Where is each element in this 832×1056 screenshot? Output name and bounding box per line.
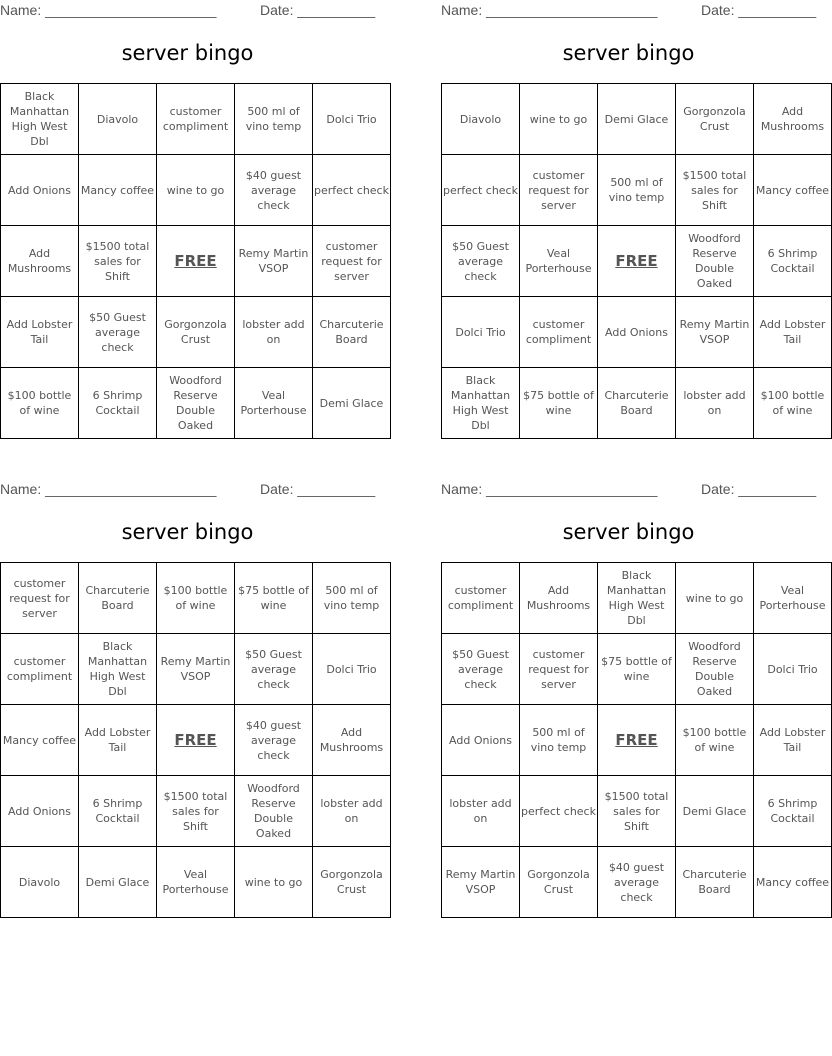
bingo-cell: Woodford Reserve Double Oaked bbox=[157, 368, 235, 439]
bingo-cell: lobster add on bbox=[313, 776, 391, 847]
bingo-cell: Charcuterie Board bbox=[79, 563, 157, 634]
bingo-cell: customer request for server bbox=[1, 563, 79, 634]
bingo-cell: $1500 total sales for Shift bbox=[157, 776, 235, 847]
bingo-row bbox=[442, 847, 832, 918]
name-field-label: Name: ______________________ bbox=[0, 481, 217, 497]
free-space-cell: FREE bbox=[157, 705, 235, 776]
bingo-cell: $75 bottle of wine bbox=[598, 634, 676, 705]
bingo-row bbox=[1, 847, 391, 918]
bingo-row bbox=[1, 84, 391, 155]
bingo-card-1 bbox=[0, 0, 389, 440]
bingo-cell: customer request for server bbox=[313, 226, 391, 297]
bingo-row bbox=[442, 705, 832, 776]
bingo-cell: 6 Shrimp Cocktail bbox=[79, 368, 157, 439]
bingo-row bbox=[1, 155, 391, 226]
bingo-cell: perfect check bbox=[442, 155, 520, 226]
bingo-cell: wine to go bbox=[157, 155, 235, 226]
bingo-grid bbox=[0, 562, 391, 918]
bingo-cell: Dolci Trio bbox=[442, 297, 520, 368]
bingo-cell: Black Manhattan High West Dbl bbox=[1, 84, 79, 155]
free-space-cell: FREE bbox=[157, 226, 235, 297]
bingo-cell: Add Onions bbox=[598, 297, 676, 368]
bingo-grid bbox=[441, 562, 832, 918]
name-field-label: Name: ______________________ bbox=[441, 481, 658, 497]
free-space-cell: FREE bbox=[598, 705, 676, 776]
bingo-cell: perfect check bbox=[313, 155, 391, 226]
bingo-cell: Add Lobster Tail bbox=[79, 705, 157, 776]
bingo-cell: Add Mushrooms bbox=[313, 705, 391, 776]
bingo-cell: $1500 total sales for Shift bbox=[598, 776, 676, 847]
bingo-cell: Add Onions bbox=[442, 705, 520, 776]
bingo-row bbox=[1, 226, 391, 297]
bingo-cell: lobster add on bbox=[442, 776, 520, 847]
bingo-cell: Woodford Reserve Double Oaked bbox=[676, 634, 754, 705]
bingo-cell: Gorgonzola Crust bbox=[313, 847, 391, 918]
bingo-cell: Woodford Reserve Double Oaked bbox=[676, 226, 754, 297]
bingo-cell: $1500 total sales for Shift bbox=[79, 226, 157, 297]
bingo-cell: perfect check bbox=[520, 776, 598, 847]
bingo-cell: Black Manhattan High West Dbl bbox=[598, 563, 676, 634]
bingo-cell: Add Lobster Tail bbox=[754, 297, 832, 368]
bingo-cell: Veal Porterhouse bbox=[754, 563, 832, 634]
bingo-row bbox=[442, 634, 832, 705]
bingo-cell: Veal Porterhouse bbox=[157, 847, 235, 918]
bingo-cell: Diavolo bbox=[442, 84, 520, 155]
bingo-cell: $40 guest average check bbox=[235, 155, 313, 226]
bingo-row bbox=[442, 776, 832, 847]
date-field-label: Date: __________ bbox=[701, 481, 817, 497]
bingo-cell: Remy Martin VSOP bbox=[235, 226, 313, 297]
bingo-cell: Remy Martin VSOP bbox=[442, 847, 520, 918]
date-field-label: Date: __________ bbox=[260, 2, 376, 18]
name-field-label: Name: ______________________ bbox=[0, 2, 217, 18]
bingo-cell: Diavolo bbox=[1, 847, 79, 918]
bingo-cell: Charcuterie Board bbox=[313, 297, 391, 368]
bingo-row bbox=[1, 705, 391, 776]
bingo-cell: Gorgonzola Crust bbox=[520, 847, 598, 918]
bingo-cell: Diavolo bbox=[79, 84, 157, 155]
card-title: server bingo bbox=[121, 520, 254, 544]
bingo-cell: wine to go bbox=[520, 84, 598, 155]
bingo-cell: Gorgonzola Crust bbox=[676, 84, 754, 155]
bingo-cell: $100 bottle of wine bbox=[157, 563, 235, 634]
name-field-label: Name: ______________________ bbox=[441, 2, 658, 18]
bingo-cell: customer compliment bbox=[520, 297, 598, 368]
bingo-cell: Add Onions bbox=[1, 155, 79, 226]
bingo-row bbox=[1, 634, 391, 705]
bingo-cell: Mancy coffee bbox=[1, 705, 79, 776]
bingo-grid bbox=[0, 83, 391, 439]
bingo-cell: lobster add on bbox=[235, 297, 313, 368]
bingo-cell: 6 Shrimp Cocktail bbox=[754, 226, 832, 297]
bingo-cell: $100 bottle of wine bbox=[754, 368, 832, 439]
bingo-cell: 500 ml of vino temp bbox=[313, 563, 391, 634]
bingo-row bbox=[442, 368, 832, 439]
bingo-cell: Mancy coffee bbox=[754, 155, 832, 226]
date-field-label: Date: __________ bbox=[701, 2, 817, 18]
bingo-cell: Add Mushrooms bbox=[1, 226, 79, 297]
bingo-cell: customer compliment bbox=[1, 634, 79, 705]
bingo-row bbox=[442, 155, 832, 226]
bingo-cell: Add Mushrooms bbox=[754, 84, 832, 155]
bingo-cell: Mancy coffee bbox=[79, 155, 157, 226]
bingo-cell: Dolci Trio bbox=[754, 634, 832, 705]
bingo-cell: Remy Martin VSOP bbox=[157, 634, 235, 705]
bingo-cell: Charcuterie Board bbox=[676, 847, 754, 918]
bingo-cell: Mancy coffee bbox=[754, 847, 832, 918]
bingo-row bbox=[1, 563, 391, 634]
bingo-cell: $50 Guest average check bbox=[442, 226, 520, 297]
bingo-cell: customer request for server bbox=[520, 634, 598, 705]
bingo-cell: 6 Shrimp Cocktail bbox=[79, 776, 157, 847]
bingo-cell: $50 Guest average check bbox=[235, 634, 313, 705]
bingo-row bbox=[1, 368, 391, 439]
bingo-grid bbox=[441, 83, 832, 439]
bingo-cell: customer request for server bbox=[520, 155, 598, 226]
bingo-cell: Charcuterie Board bbox=[598, 368, 676, 439]
bingo-cell: Add Lobster Tail bbox=[1, 297, 79, 368]
bingo-cell: wine to go bbox=[235, 847, 313, 918]
bingo-row bbox=[442, 297, 832, 368]
bingo-cell: Add Mushrooms bbox=[520, 563, 598, 634]
bingo-cell: Remy Martin VSOP bbox=[676, 297, 754, 368]
bingo-cell: Demi Glace bbox=[598, 84, 676, 155]
bingo-cell: 500 ml of vino temp bbox=[598, 155, 676, 226]
card-title: server bingo bbox=[562, 41, 695, 65]
bingo-row bbox=[1, 297, 391, 368]
bingo-cell: $40 guest average check bbox=[235, 705, 313, 776]
bingo-card-2 bbox=[441, 0, 830, 440]
bingo-cell: $50 Guest average check bbox=[79, 297, 157, 368]
bingo-cell: Demi Glace bbox=[79, 847, 157, 918]
bingo-cell: Dolci Trio bbox=[313, 84, 391, 155]
bingo-cell: 6 Shrimp Cocktail bbox=[754, 776, 832, 847]
bingo-cell: 500 ml of vino temp bbox=[520, 705, 598, 776]
card-title: server bingo bbox=[121, 41, 254, 65]
bingo-card-3 bbox=[0, 479, 384, 919]
date-field-label: Date: __________ bbox=[260, 481, 376, 497]
bingo-cell: Demi Glace bbox=[313, 368, 391, 439]
bingo-cell: lobster add on bbox=[676, 368, 754, 439]
bingo-row bbox=[442, 84, 832, 155]
bingo-cell: Black Manhattan High West Dbl bbox=[442, 368, 520, 439]
bingo-row bbox=[442, 226, 832, 297]
bingo-cell: $40 guest average check bbox=[598, 847, 676, 918]
bingo-row bbox=[442, 563, 832, 634]
bingo-card-4 bbox=[441, 479, 830, 919]
bingo-cell: Woodford Reserve Double Oaked bbox=[235, 776, 313, 847]
bingo-cell: 500 ml of vino temp bbox=[235, 84, 313, 155]
bingo-cell: $75 bottle of wine bbox=[235, 563, 313, 634]
bingo-cell: $75 bottle of wine bbox=[520, 368, 598, 439]
bingo-cell: Demi Glace bbox=[676, 776, 754, 847]
bingo-cell: Gorgonzola Crust bbox=[157, 297, 235, 368]
bingo-cell: Add Lobster Tail bbox=[754, 705, 832, 776]
bingo-cell: Veal Porterhouse bbox=[520, 226, 598, 297]
bingo-cell: Dolci Trio bbox=[313, 634, 391, 705]
bingo-cell: customer compliment bbox=[157, 84, 235, 155]
bingo-cell: Black Manhattan High West Dbl bbox=[79, 634, 157, 705]
bingo-cell: $1500 total sales for Shift bbox=[676, 155, 754, 226]
bingo-cell: $100 bottle of wine bbox=[1, 368, 79, 439]
bingo-row bbox=[1, 776, 391, 847]
bingo-cell: $50 Guest average check bbox=[442, 634, 520, 705]
bingo-cell: Veal Porterhouse bbox=[235, 368, 313, 439]
bingo-cell: Add Onions bbox=[1, 776, 79, 847]
card-title: server bingo bbox=[562, 520, 695, 544]
bingo-cell: wine to go bbox=[676, 563, 754, 634]
bingo-cell: $100 bottle of wine bbox=[676, 705, 754, 776]
free-space-cell: FREE bbox=[598, 226, 676, 297]
bingo-cell: customer compliment bbox=[442, 563, 520, 634]
